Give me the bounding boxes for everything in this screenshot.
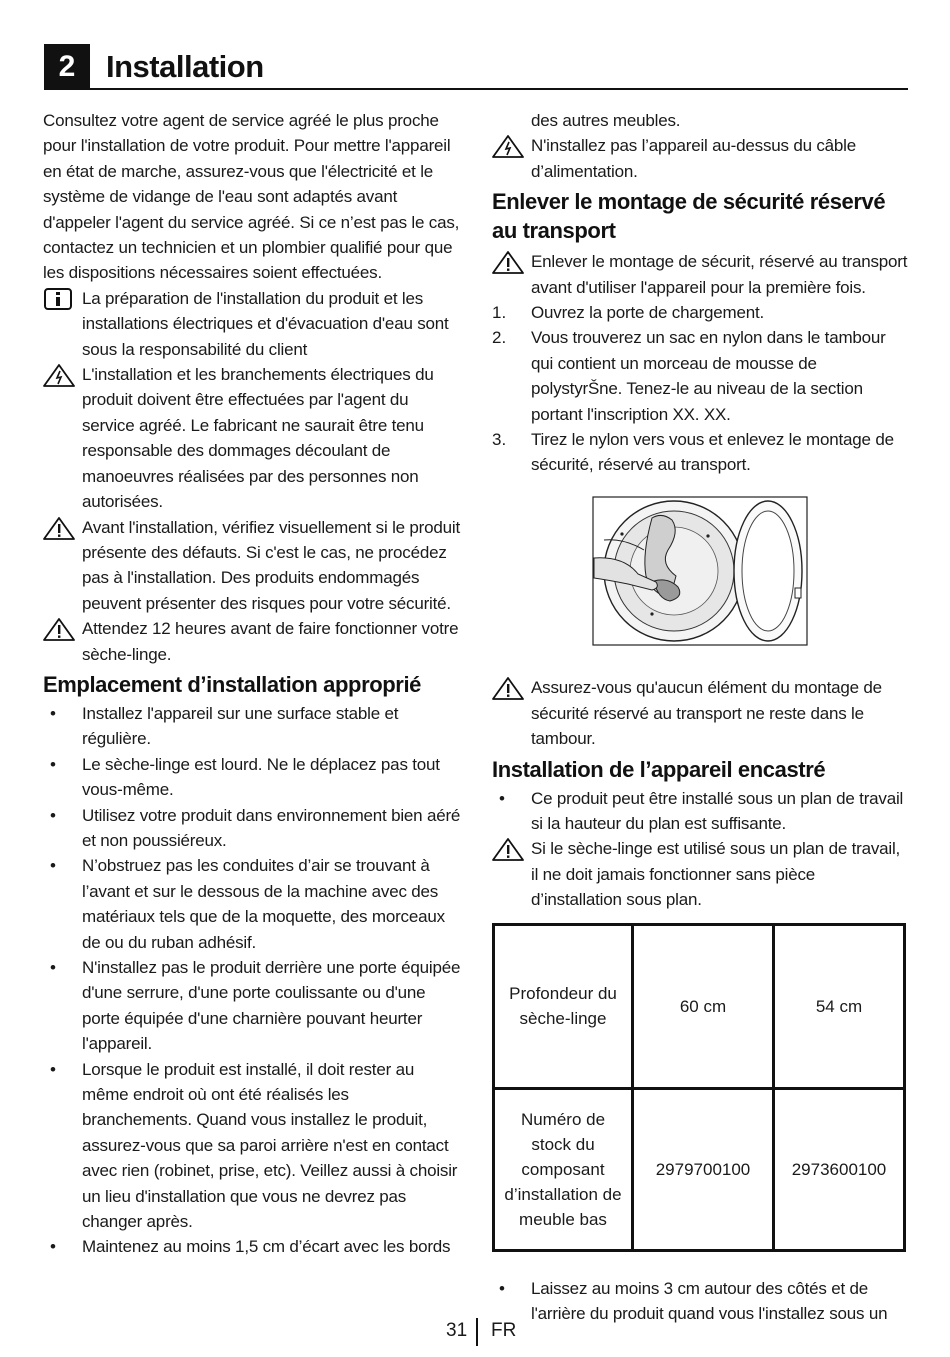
info-note-text: La préparation de l'installation du produit et les installations électriques et d'évacuation d'eau sont sous la responsabilité du client — [82, 288, 449, 359]
builtin-warning-text: Si le sèche-linge est utilisé sous un plan de travail, il ne doit jamais fonctionner sans pièce d’installation sous plan. — [531, 839, 901, 910]
location-bullet-text: Utilisez votre produit dans environnement bien aéré et non poussiéreux. — [82, 805, 461, 850]
table-cell: 2973600100 — [774, 1088, 905, 1250]
wait-warning-text: Attendez 12 heures avant de faire fonctionner votre sèche-linge. — [82, 619, 459, 664]
location-bullet — [43, 1057, 463, 1235]
step-item — [492, 427, 910, 478]
intro-paragraph: Consultez votre agent de service agréé le plus proche pour l'installation de votre produit. Pour mettre l'appareil en état de marche, assurez-vous que l'électricité et le système de vidange de l'eau sont adaptés avant d'appeler l'agent du service agréé. Si ce n’est pas le cas, contactez un technicien et un plombier qualifié pour que les dispositions nécessaires soient effectuées. — [43, 111, 460, 283]
bullet-dot: • — [50, 703, 56, 723]
location-heading: Emplacement d’installation approprié — [43, 671, 422, 697]
location-bullet-text: N’obstruez pas les conduites d’air se trouvant à l’avant et sur le dessous de la machine avec des matériaux tels que de la moquette, des morceaux de ou du ruban adhésif. — [82, 856, 445, 952]
bullet-dot: • — [50, 958, 56, 977]
left-column — [43, 108, 463, 1260]
header-rule — [44, 88, 908, 90]
builtin-bullet — [492, 786, 910, 837]
location-bullet-text: N'installez pas le produit derrière une porte équipée d'une serrure, d'une porte coulissante ou d'une porte équipée d'une charnière pouvant heurter l'appareil. — [82, 958, 461, 1054]
footer-divider — [476, 1318, 478, 1346]
builtin-heading: Installation de l’appareil encastré — [492, 756, 826, 782]
spec-table — [492, 923, 906, 1252]
info-icon — [43, 287, 77, 311]
right-column — [492, 108, 910, 1326]
table-cell: Profondeur du sèche-linge — [494, 924, 633, 1088]
step-text: Ouvrez la porte de chargement. — [531, 303, 765, 323]
bullet-dot: • — [50, 856, 56, 876]
transport-warning-text: Enlever le montage de sécurit, réservé au transport avant d'utiliser l'appareil pour la première fois. — [531, 252, 908, 297]
location-bullet — [43, 752, 463, 803]
electrical-warning — [43, 362, 463, 514]
step-text: Vous trouverez un sac en nylon dans le tambour qui contient un morceau de mousse de polystyrŠne. Tenez-le au niveau de la section portant l'inscription XX. XX. — [531, 328, 886, 424]
bullet-dot: • — [499, 788, 505, 808]
electric-hazard-icon — [43, 363, 77, 387]
dryer-drum-illustration — [592, 496, 808, 646]
table-cell: Numéro de stock du composant d’installation de meuble bas — [494, 1088, 633, 1250]
table-cell: 2979700100 — [633, 1088, 774, 1250]
location-bullet — [43, 701, 463, 752]
final-bullet-text: Laissez au moins 3 cm autour des côtés et de l'arrière du produit quand vous l'installez sous un — [531, 1278, 888, 1323]
location-bullet-text: Le sèche-linge est lourd. Ne le déplacez pas tout vous-même. — [82, 754, 440, 800]
location-bullet — [43, 853, 463, 955]
table-row — [494, 1088, 905, 1250]
step-text: Tirez le nylon vers vous et enlevez le montage de sécurité, réservé au transport. — [531, 430, 894, 475]
location-bullet-text: Maintenez au moins 1,5 cm d’écart avec les bords — [82, 1237, 451, 1257]
visual-check-warning-text: Avant l'installation, vérifiez visuellement si le produit présente des défauts. Si c'est le cas, ne procédez pas à l'installation. Des produits endommagés peuvent présenter des risques pour votre sécurité. — [82, 517, 460, 613]
bullet-dot: • — [50, 805, 56, 825]
bullet-dot: • — [50, 1237, 56, 1257]
section-title: Installation — [106, 49, 264, 84]
location-bullet — [43, 955, 463, 1057]
warning-icon — [492, 676, 526, 700]
cable-warning — [492, 133, 910, 184]
location-bullet-text: Lorsque le produit est installé, il doit rester au même endroit où ont été réalisés les branchements. Quand vous installez le produit, assurez-vous que sa paroi arrière n'est en contact avec rien (robinet, prise, etc). Veillez aussi à choisir un lieu d'installation que vous ne devrez pas changer après. — [82, 1059, 458, 1232]
section-number-badge: 2 — [44, 44, 90, 90]
builtin-warning — [492, 836, 910, 912]
cable-warning-text: N'installez pas l’appareil au-dessus du câble d’alimentation. — [531, 136, 856, 181]
ensure-warning — [492, 675, 910, 751]
visual-check-warning — [43, 515, 463, 617]
bullet-dot: • — [50, 1059, 56, 1079]
continued-text: des autres meubles. — [531, 111, 681, 130]
step-item — [492, 300, 910, 325]
step-number: 3. — [492, 430, 507, 450]
warning-icon — [43, 516, 77, 540]
location-bullet-text: Installez l'appareil sur une surface stable et régulière. — [82, 703, 399, 749]
location-bullet — [43, 1234, 463, 1259]
page-number: 31 — [446, 1320, 468, 1341]
transport-warning — [492, 249, 910, 300]
language-code: FR — [491, 1320, 517, 1341]
step-number: 1. — [492, 303, 507, 323]
bullet-dot: • — [499, 1278, 505, 1298]
wait-warning — [43, 616, 463, 667]
step-item — [492, 325, 910, 427]
final-bullet — [492, 1276, 910, 1327]
info-note — [43, 286, 463, 362]
step-number: 2. — [492, 328, 507, 348]
bullet-dot: • — [50, 754, 56, 774]
electrical-warning-text: L'installation et les branchements électriques du produit doivent être effectuées par l'agent du service agréé. Le fabricant ne saurait être tenu responsable des dommages découlant de manoeuvres réalisées par des personnes non autorisées. — [82, 365, 434, 512]
builtin-bullet-text: Ce produit peut être installé sous un plan de travail si la hauteur du plan est suffisante. — [531, 788, 904, 833]
table-row — [494, 924, 905, 1088]
ensure-warning-text: Assurez-vous qu'aucun élément du montage de sécurité réservé au transport ne reste dans le tambour. — [531, 678, 882, 749]
electric-hazard-icon — [492, 134, 526, 158]
warning-icon — [492, 837, 526, 861]
warning-icon — [492, 250, 526, 274]
transport-heading: Enlever le montage de sécurité réservé au transport — [492, 189, 886, 244]
table-cell: 60 cm — [633, 924, 774, 1088]
location-bullet — [43, 803, 463, 854]
warning-icon — [43, 617, 77, 641]
table-cell: 54 cm — [774, 924, 905, 1088]
